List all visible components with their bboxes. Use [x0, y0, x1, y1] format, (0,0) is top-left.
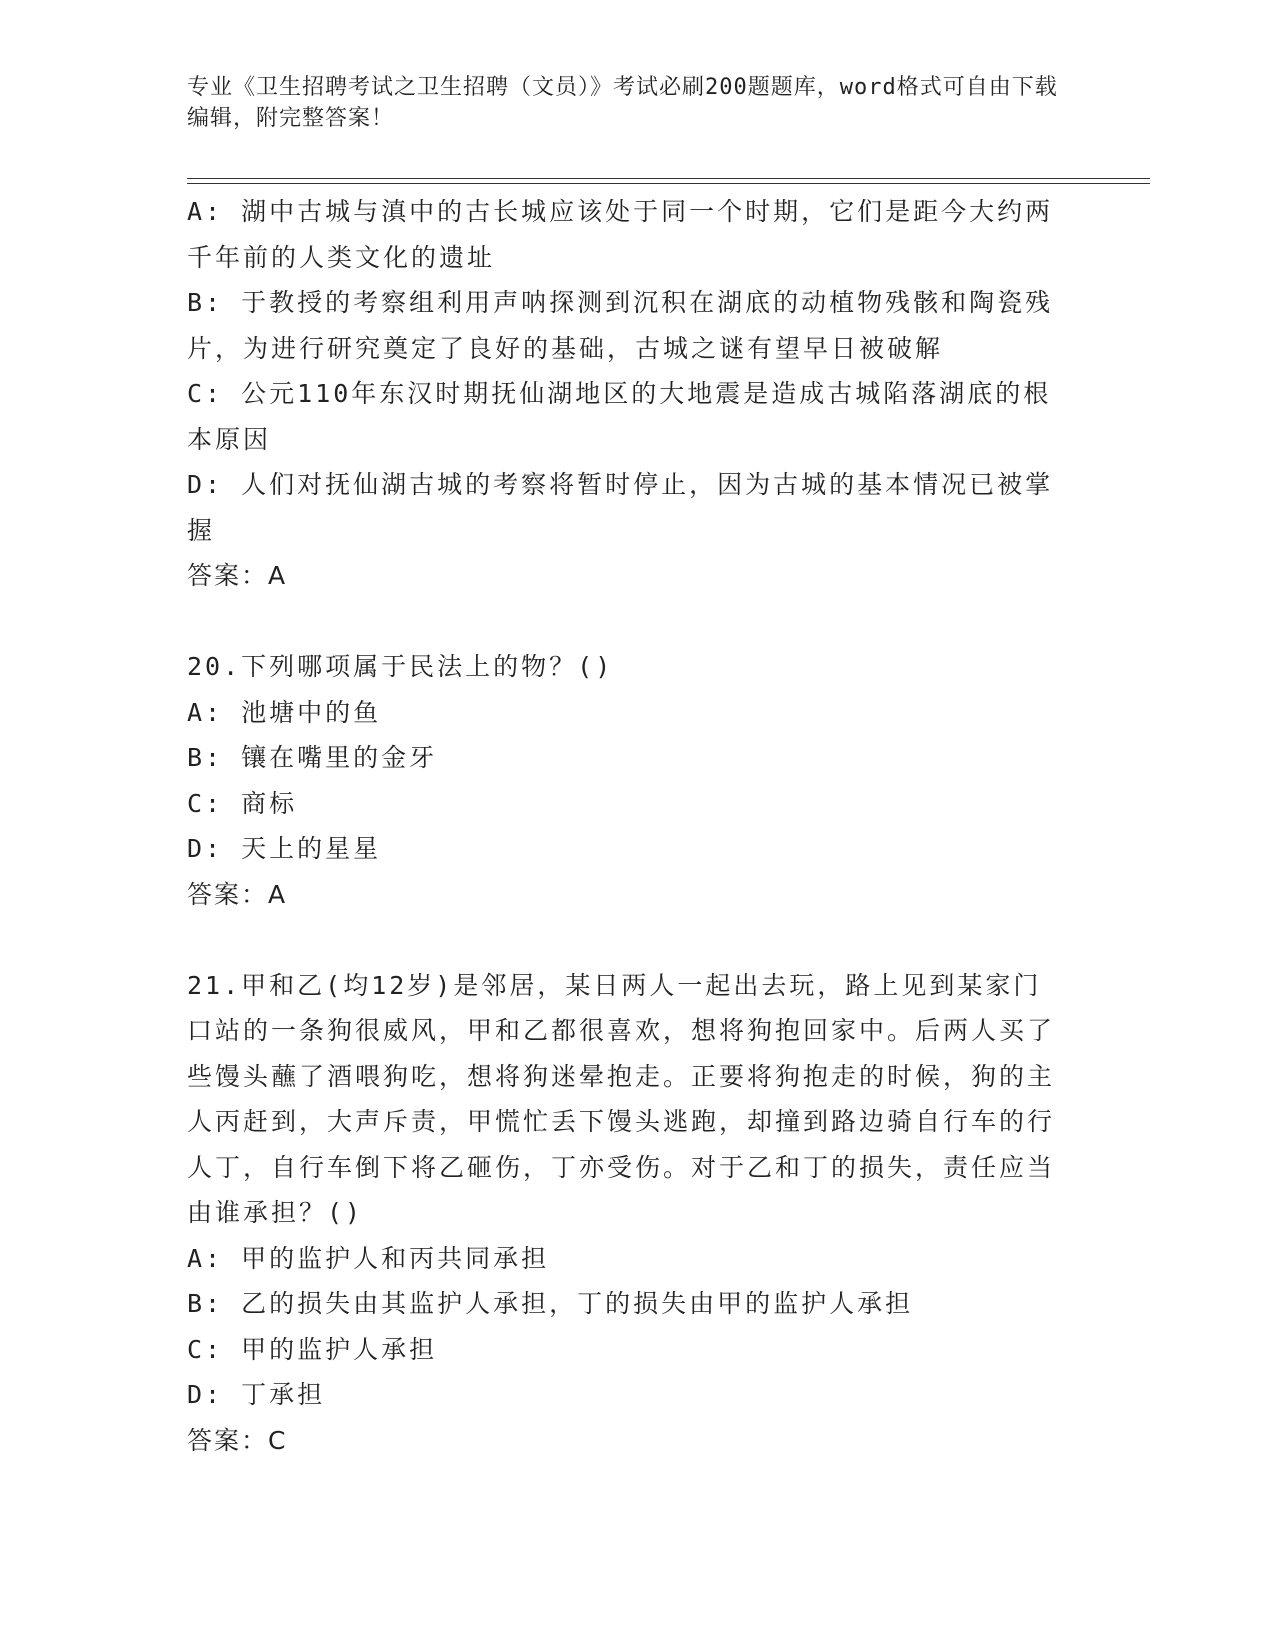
- spacer: [187, 599, 1067, 645]
- option-b: B: 镶在嘴里的金牙: [187, 743, 438, 772]
- answer: 答案：A: [187, 879, 288, 909]
- option-a: A: 湖中古城与滇中的古长城应该处于同一个时期，它们是距今大约两千年前的人类文化的遗址: [187, 197, 1054, 272]
- option-c: C: 商标: [187, 788, 298, 818]
- option-b: B: 于教授的考察组利用声呐探测到沉积在湖底的动植物残骸和陶瓷残片，为进行研究奠定了良好的基础，古城之谜有望早日被破解: [187, 288, 1054, 363]
- option-d: D: 天上的星星: [187, 834, 382, 863]
- option-b: B: 乙的损失由其监护人承担，丁的损失由甲的监护人承担: [187, 1289, 914, 1318]
- question-content: [187, 189, 1067, 1463]
- document-header: 专业《卫生招聘考试之卫生招聘（文员）》考试必刷200题题库，word格式可自由下载编辑，附完整答案！: [187, 75, 1058, 131]
- question-21: [187, 963, 1067, 1464]
- option-c: C: 公元110年东汉时期抚仙湖地区的大地震是造成古城陷落湖底的根本原因: [187, 379, 1052, 454]
- question-20: [187, 644, 1067, 917]
- option-c: C: 甲的监护人承担: [187, 1334, 438, 1364]
- option-a: A: 甲的监护人和丙共同承担: [187, 1243, 550, 1273]
- option-d: D: 丁承担: [187, 1380, 326, 1409]
- question-19: [187, 189, 1067, 599]
- question-text: 20.下列哪项属于民法上的物？(): [187, 652, 614, 681]
- answer: 答案：C: [187, 1425, 288, 1455]
- header-rule-bottom: [187, 183, 1150, 184]
- spacer: [187, 917, 1067, 963]
- question-text: 21.甲和乙(均12岁)是邻居，某日两人一起出去玩，路上见到某家门口站的一条狗很威风，甲和乙都很喜欢，想将狗抱回家中。后两人买了些馒头蘸了酒喂狗吃，想将狗迷晕抱走。正要将狗抱走的时候，狗的主人丙赶到，大声斥责，甲慌忙丢下馒头逃跑，却撞到路边骑自行车的行人丁，自行车倒下将乙砸伤，丁亦受伤。对于乙和丁的损失，责任应当由谁承担？(): [187, 970, 1056, 1227]
- header-rule-top: [187, 178, 1150, 179]
- option-d: D: 人们对抚仙湖古城的考察将暂时停止，因为古城的基本情况已被掌握: [187, 470, 1054, 545]
- answer: 答案：A: [187, 561, 288, 590]
- option-a: A: 池塘中的鱼: [187, 697, 382, 727]
